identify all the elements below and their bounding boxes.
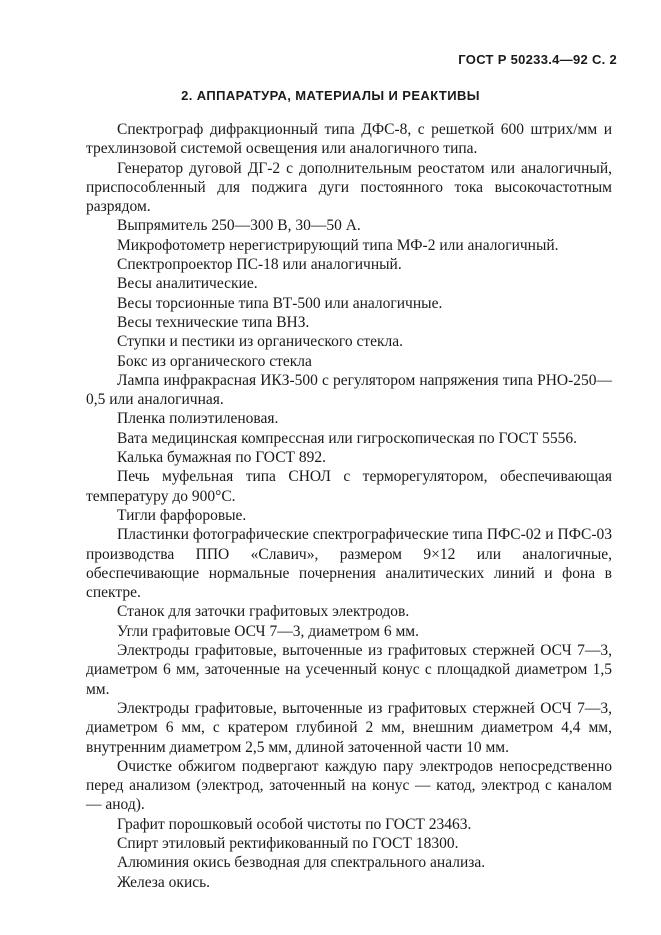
running-head: ГОСТ Р 50233.4—92 С. 2 bbox=[458, 52, 617, 67]
paragraph-rectifier: Выпрямитель 250—300 В, 30—50 А. bbox=[117, 217, 361, 235]
paragraph-muffle-furnace: Печь муфельная типа СНОЛ с терморегулятором, обеспечивающая температуру до 900°С. bbox=[86, 468, 612, 505]
paragraph-analytical-scales: Весы аналитические. bbox=[117, 275, 258, 293]
paragraph-graphite-rods: Угли графитовые ОСЧ 7—3, диаметром 6 мм. bbox=[117, 622, 419, 640]
paragraph-cotton-wool: Вата медицинская компрессная или гигроскопическая по ГОСТ 5556. bbox=[117, 429, 578, 447]
paragraph-spectrograph: Спектрограф дифракционный типа ДФС-8, с решеткой 600 штрих/мм и трехлинзовой системой освещения или аналогичного типа. bbox=[86, 121, 612, 158]
paragraph-sharpening-machine: Станок для заточки графитовых электродов. bbox=[117, 603, 410, 621]
paragraph-alumina: Алюминия окись безводная для спектрального анализа. bbox=[117, 854, 486, 872]
paragraph-crucibles: Тигли фарфоровые. bbox=[117, 506, 247, 524]
paragraph-crater-electrodes: Электроды графитовые, выточенные из графитовых стержней ОСЧ 7—3, диаметром 6 мм, с кратером глубиной 2 мм, внешним диаметром 4,4 мм, внутренним диаметром 2,5 мм, длиной заточенной части 10 мм. bbox=[86, 699, 612, 756]
paragraph-ir-lamp: Лампа инфракрасная ИКЗ-500 с регулятором напряжения типа РНО-250—0,5 или аналогичная. bbox=[86, 371, 612, 409]
paragraph-polyethylene-film: Пленка полиэтиленовая. bbox=[117, 410, 279, 428]
paragraph-spectroprojector: Спектропроектор ПС-18 или аналогичный. bbox=[117, 256, 402, 274]
paragraph-box: Бокс из органического стекла bbox=[117, 352, 312, 370]
paragraph-cone-electrodes: Электроды графитовые, выточенные из графитовых стержней ОСЧ 7—3, диаметром 6 мм, заточенные на усеченный конус с площадкой диаметром 1,5 мм. bbox=[86, 642, 612, 698]
section-body bbox=[86, 120, 612, 892]
paragraph-mortars: Ступки и пестики из органического стекла. bbox=[117, 333, 404, 351]
paragraph-iron-oxide: Железа окись. bbox=[117, 873, 211, 891]
paragraph-arc-generator: Генератор дуговой ДГ-2 с дополнительным реостатом или аналогичный, приспособленный для поджига дуги постоянного тока высокочастотным разрядом. bbox=[86, 159, 612, 216]
paragraph-graphite-powder: Графит порошковый особой чистоты по ГОСТ 23463. bbox=[117, 815, 472, 833]
paragraph-cleaning: Очистке обжигом подвергают каждую пару электродов непосредственно перед анализом (электрод, заточенный на конус — катод, электрод с каналом — анод). bbox=[86, 757, 612, 814]
paragraph-photo-plates: Пластинки фотографические спектрографические типа ПФС-02 и ПФС-03 производства ППО «Славич», размером 9×12 или аналогичные, обеспечивающие нормальные почернения аналитических линий и фона в спектре. bbox=[86, 526, 612, 602]
paragraph-technical-scales: Весы технические типа ВНЗ. bbox=[117, 313, 310, 331]
paragraph-ethanol: Спирт этиловый ректификованный по ГОСТ 18300. bbox=[117, 834, 459, 852]
paragraph-torsion-scales: Весы торсионные типа ВТ-500 или аналогичные. bbox=[117, 294, 443, 312]
paragraph-tracing-paper: Калька бумажная по ГОСТ 892. bbox=[117, 449, 327, 467]
paragraph-microphotometer: Микрофотометр нерегистрирующий типа МФ-2 или аналогичный. bbox=[117, 236, 559, 254]
section-title: 2. АППАРАТУРА, МАТЕРИАЛЫ И РЕАКТИВЫ bbox=[181, 88, 480, 103]
